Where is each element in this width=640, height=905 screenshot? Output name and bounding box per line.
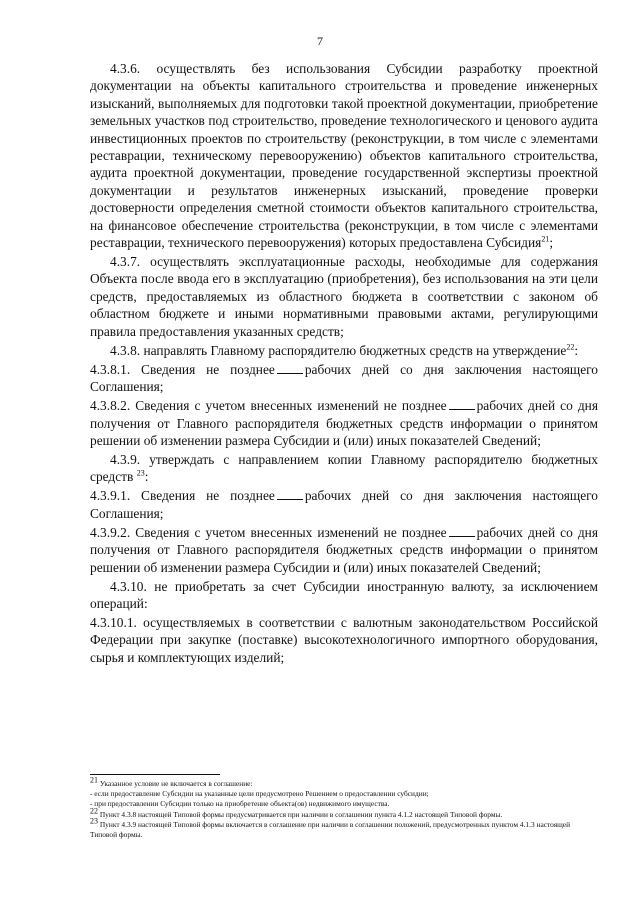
paragraph-4-3-6: 4.3.6. осуществлять без использования Субсидии разработку проектной документации на объекты капитального строительства и проведение инженерных изысканий, выполняемых для подготовки такой проектной документации, приобретение земельных участков под строительство, проведение технологического и ценового аудита инвестиционных проектов по строительству (реконструкции, в том числе с элементами реставрации, техническому перевооружению) объектов капитального строительства, аудита проектной документации, проведение государственной экспертизы проектной документации и результатов инженерных изысканий, проведение проверки достоверности определения сметной стоимости объектов капитального строительства, на финансовое обеспечение строительства (реконструкции, в том числе с элементами реставрации, технического перевооружения) которых предоставлена Субсидия$^{21}$;	[90, 61, 598, 251]
paragraph-4-3-9: 4.3.9. утверждать с направлением копии Главному распорядителю бюджетных средств $^{23}$:	[90, 451, 598, 485]
footnotes	[90, 775, 598, 840]
blank-field[interactable]	[449, 526, 475, 537]
paragraph-4-3-9-1: 4.3.9.1. Сведения не позднее рабочих дней со дня заключения настоящего Соглашения;	[90, 488, 598, 521]
footnote-21: $^{21}$ Указанное условие не включается в соглашение:	[90, 775, 253, 788]
footnote-22: $^{22}$ Пункт 4.3.8 настоящей Типовой формы предусматривается при наличии в соглашении пункта 4.1.2 настоящей Типовой формы.	[90, 806, 503, 819]
paragraph-4-3-10: 4.3.10. не приобретать за счет Субсидии иностранную валюту, за исключением операций:	[90, 578, 598, 611]
paragraph-4-3-10-1: 4.3.10.1. осуществляемых в соответствии с валютным законодательством Российской Федерации при закупке (поставке) высокотехнологичного импортного оборудования, сырья и комплектующих изделий;	[90, 614, 598, 665]
paragraph-4-3-8-2: 4.3.8.2. Сведения с учетом внесенных изменений не позднее рабочих дней со дня получения от Главного распорядителя бюджетных средств информации о принятом решении об изменении размера Субсидии и (или) иных показателей Сведений;	[90, 398, 599, 448]
footnote-separator	[90, 774, 220, 775]
footnote-ref-23[interactable]: 23	[136, 468, 145, 478]
footnote-23: $^{23}$ Пункт 4.3.9 настоящей Типовой формы включается в соглашение при наличии в соглашении положений, предусмотренных пунктом 4.1.3 настоящей Типовой формы.	[90, 816, 571, 840]
blank-field[interactable]	[449, 399, 475, 410]
paragraph-4-3-7: 4.3.7. осуществлять эксплуатационные расходы, необходимые для содержания Объекта после ввода его в эксплуатацию (приобретения), без использования на эти цели средств, предоставляемых из областного бюджета в соответствии с законом об областном бюджете и иными нормативными правовыми актами, регулирующими правила предоставления указанных средств;	[90, 254, 598, 339]
document-body	[90, 60, 598, 668]
paragraph-4-3-9-2: 4.3.9.2. Сведения с учетом внесенных изменений не позднее рабочих дней со дня получения от Главного распорядителя бюджетных средств информации о принятом решении об изменении размера Субсидии и (или) иных показателей Сведений;	[90, 524, 599, 575]
footnote-21-item-2: - при предоставлении Субсидии только на приобретение объекта(ов) недвижимого имущества.	[90, 799, 390, 809]
blank-field[interactable]	[277, 489, 303, 500]
footnote-ref-21[interactable]: 21	[541, 234, 550, 244]
footnote-ref-22[interactable]: 22	[566, 342, 575, 352]
paragraph-4-3-8: 4.3.8. направлять Главному распорядителю бюджетных средств на утверждение$^{22}$:	[110, 342, 579, 358]
footnote-21-item-1: - если предоставление Субсидии на указанные цели предусмотрено Решением о предоставлении субсидии;	[90, 789, 429, 799]
paragraph-4-3-8-1: 4.3.8.1. Сведения не позднее рабочих дней со дня заключения настоящего Соглашения;	[90, 361, 598, 395]
page-number: 7	[317, 34, 323, 48]
blank-field[interactable]	[277, 363, 303, 374]
